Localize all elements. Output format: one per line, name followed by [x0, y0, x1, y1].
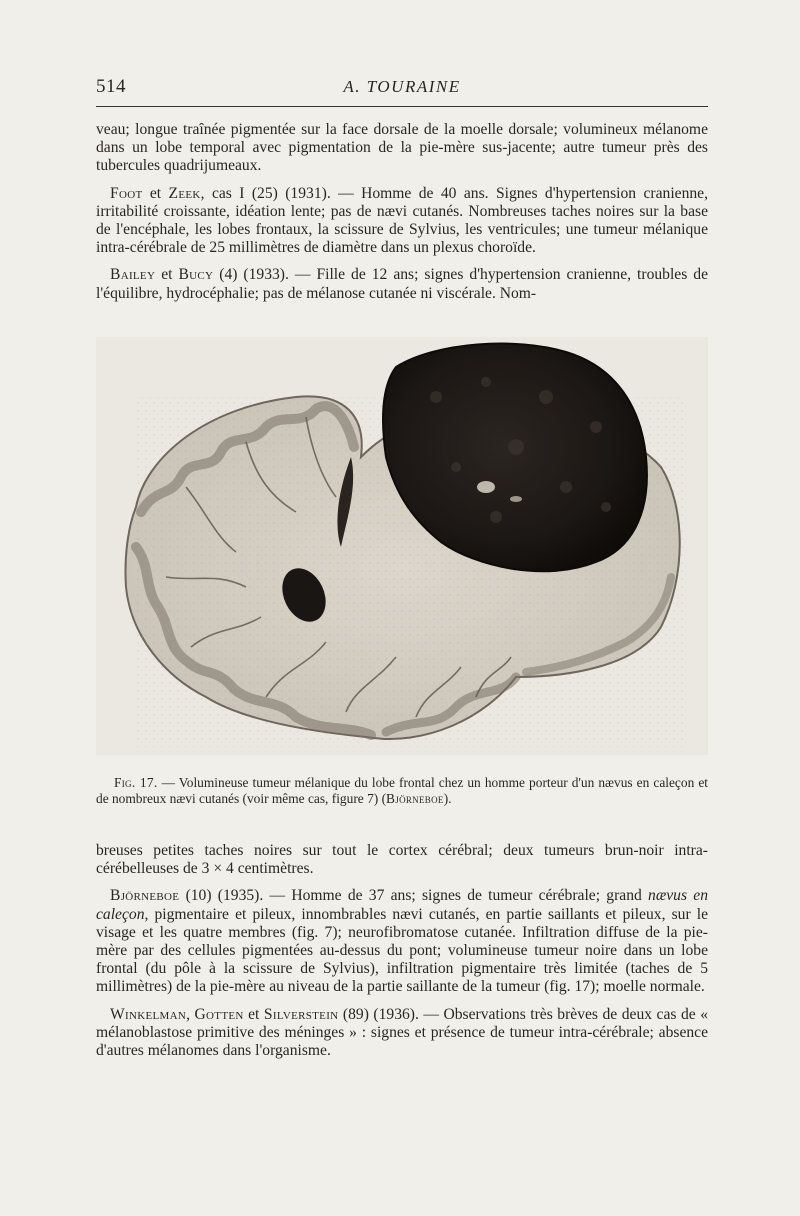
author-name: Fig. 17. [114, 775, 158, 790]
paragraph [96, 1006, 708, 1061]
text-run: , pigmentaire et pileux, innombrables nævi cutanés, en partie saillants et pileux, sur le visage et les quatre membres (fig. 7); neurofibromatose cutanée. Infiltration diffuse de la pie-mère par des cellules pigmentées au-dessus du pont; volumineuse tumeur noire dans un lobe frontal (du pôle à la scissure de Sylvius), infiltration pigmentaire très limitée (taches de 5 millimètres) de la pie-mère au niveau de la partie saillante de la tumeur (fig. 17); moelle normale. [96, 905, 708, 996]
author-name: Zeek [168, 184, 201, 202]
text-run: , [186, 1005, 195, 1023]
text-run: (89) (1936). — Observations très brèves de deux cas de « mélanoblastose primitive des méninges » : signes et présence de tumeur intra-cérébrale; absence d'autres mélanomes dans l'organisme. [96, 1005, 709, 1060]
figure-caption [96, 775, 708, 807]
brain-section-illustration [96, 337, 708, 755]
paragraph [96, 121, 708, 176]
author-name: Bailey [110, 266, 156, 284]
paragraph [96, 185, 708, 258]
author-name: Bucy [178, 266, 214, 284]
italic-term: nævus en caleçon [96, 887, 708, 923]
text-block-top [96, 121, 708, 312]
page-header [96, 76, 708, 104]
header-rule [96, 106, 708, 107]
text-run: (4) (1933). — Fille de 12 ans; signes d'hypertension cranienne, troubles de l'équilibre, hydrocéphalie; pas de mélanose cutanée ni viscérale. Nom- [96, 266, 708, 302]
text-block-bottom [96, 842, 708, 1069]
text-run: breuses petites taches noires sur tout le cortex cérébral; deux tumeurs brun-noir intra-cérébelleuses de 3 × 4 centimètres. [96, 842, 708, 878]
running-head: A. TOURAINE [343, 77, 461, 96]
author-name: Foot [110, 184, 143, 202]
text-run: veau; longue traînée pigmentée sur la face dorsale de la moelle dorsale; volumineux mélanome dans un lobe temporal avec pigmentation de la pie-mère sus-jacente; autre tumeur près des tubercules quadrijumeaux. [96, 121, 708, 175]
author-name: Björneboe [110, 887, 180, 905]
author-name: Gotten [194, 1005, 244, 1023]
text-run: et [155, 266, 179, 284]
author-name: Björneboe [386, 791, 444, 807]
figure-brain-section-photo [96, 337, 708, 755]
text-run: (10) (1935). — Homme de 37 ans; signes de tumeur cérébrale; grand [179, 887, 649, 905]
page-number: 514 [96, 76, 126, 97]
text-run: ). [443, 791, 452, 807]
paragraph [96, 266, 708, 302]
paragraph [96, 842, 708, 878]
author-name: Winkelman [110, 1005, 187, 1023]
text-run: — Volumineuse tumeur mélanique du lobe frontal chez un homme porteur d'un nævus en caleçon et de nombreux nævi cutanés (voir même cas, figure 7) ( [96, 775, 708, 807]
author-name: Silverstein [263, 1005, 339, 1023]
text-run: , cas I (25) (1931). — Homme de 40 ans. Signes d'hypertension cranienne, irritabilité croissante, idéation lente; pas de nævi cutanés. Nombreuses taches noires sur la base de l'encéphale, les lobes frontaux, la scissure de Sylvius, les ventricules; une tumeur mélanique intra-cérébrale de 25 millimètres de diamètre dans un plexus choroïde. [96, 184, 708, 257]
text-run: et [142, 184, 169, 202]
text-run: et [243, 1005, 264, 1023]
paragraph [96, 887, 708, 996]
